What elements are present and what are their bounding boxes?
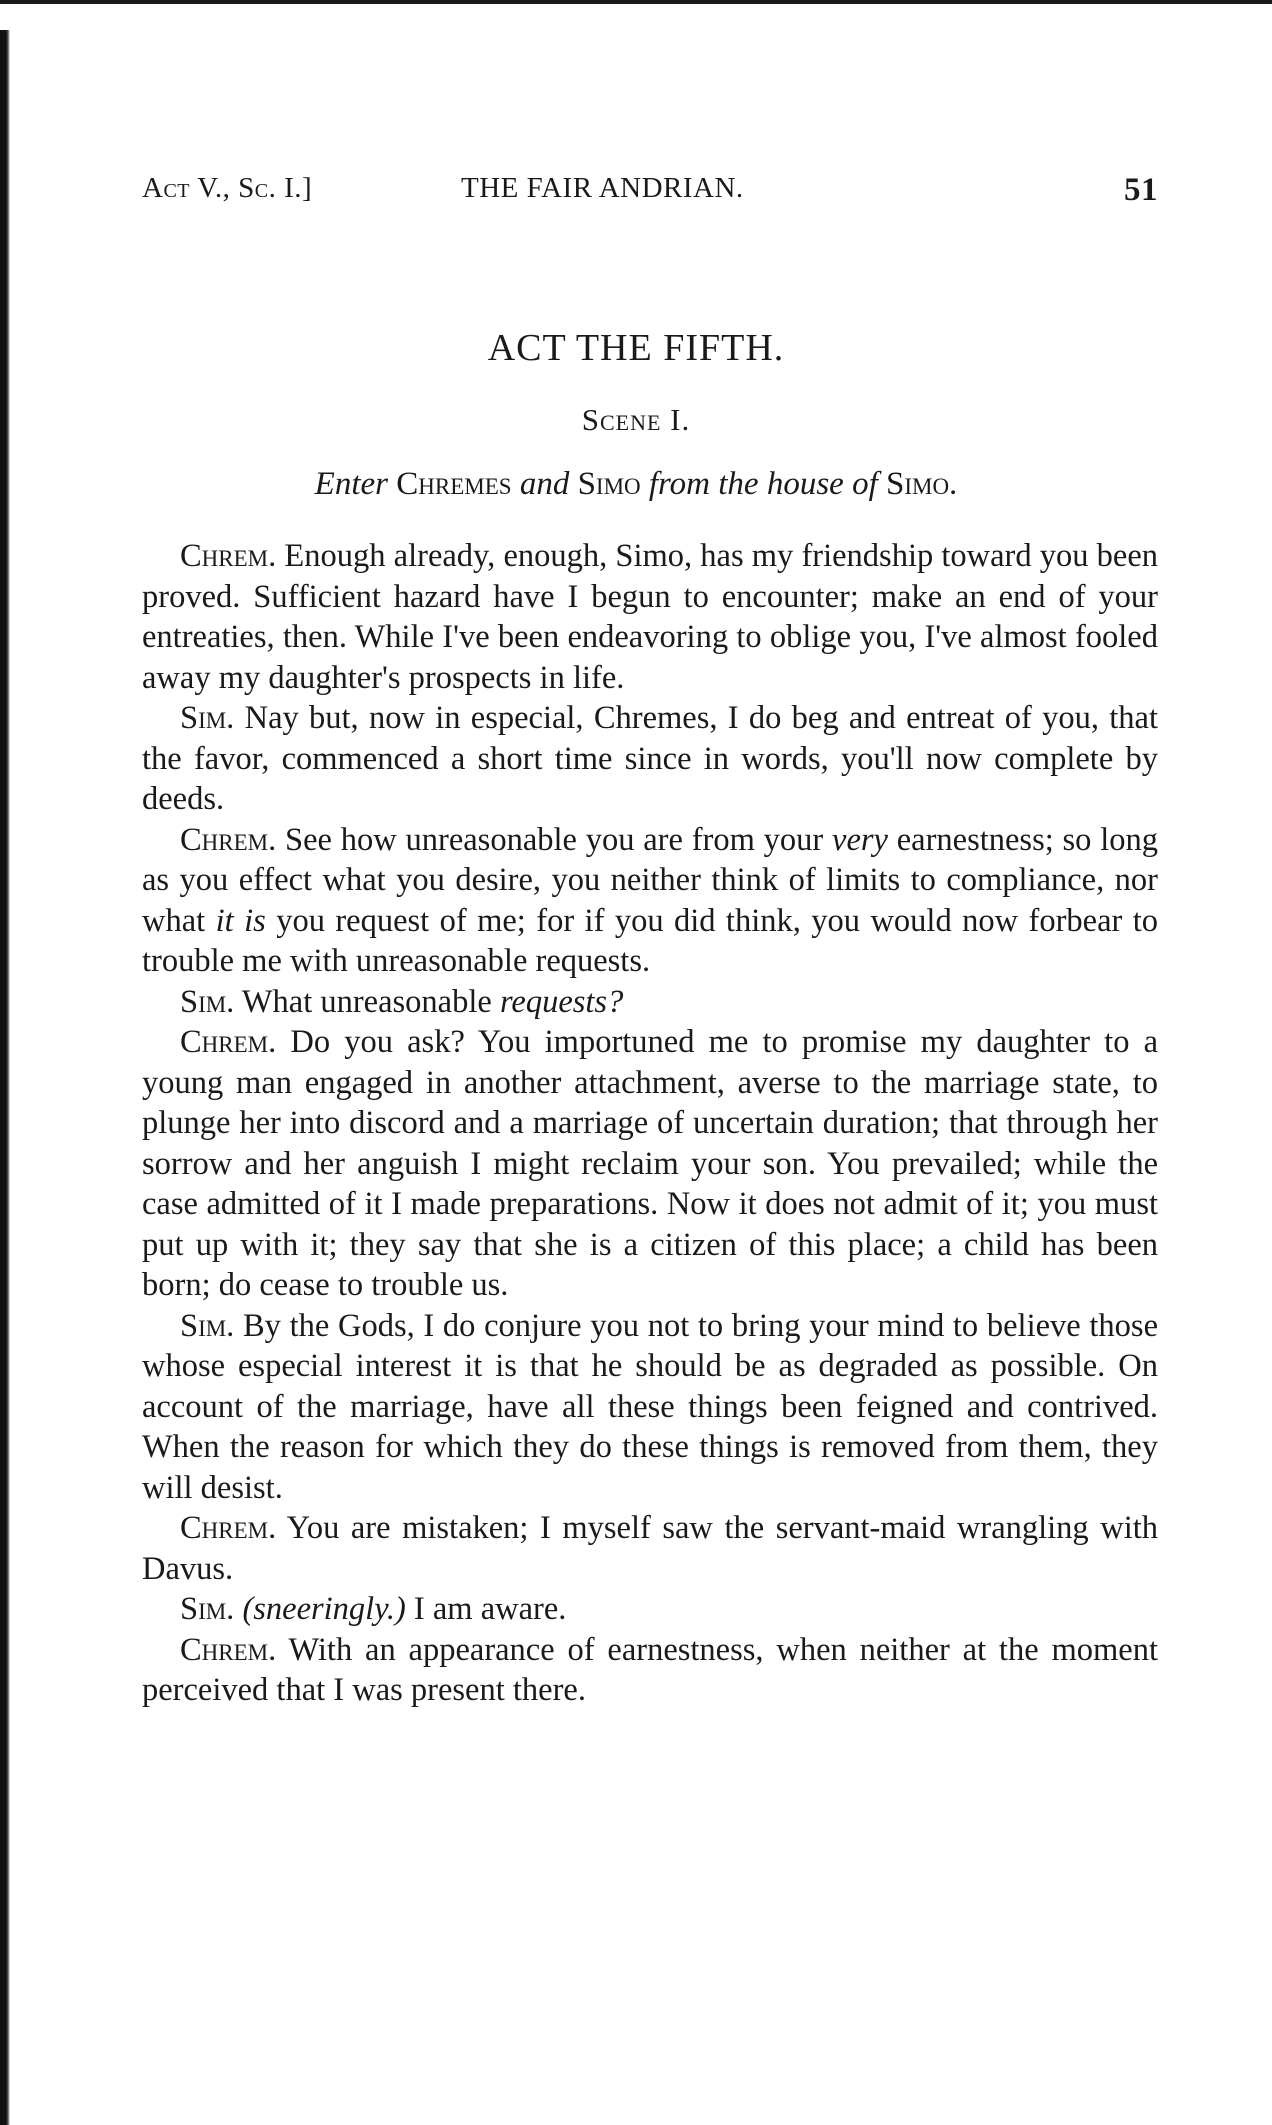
speech-text: earnestness; so long as you effect what you desire, you neither think of limits to compliance, nor what: [142, 821, 1158, 939]
speech-1: [142, 536, 1158, 698]
act-title: ACT THE FIFTH.: [487, 327, 785, 369]
speaker-name: Sim.: [180, 1307, 235, 1344]
speech-emphasis: it is: [215, 902, 266, 939]
speech-emphasis: requests?: [499, 983, 624, 1020]
speaker-name: Sim.: [180, 700, 235, 736]
speech-text: By the Gods, I do conjure you not to bring your mind to believe those whose especial interest it is that he should be as degraded as possible. On account of the marriage, have all these things been feigned and contrived. When the reason for which they do these things is removed from them, they will desist.: [142, 1307, 1158, 1506]
stage-direction-place: Simo.: [885, 466, 958, 502]
stage-direction-person1: Chremes: [396, 466, 512, 502]
running-head: [142, 172, 1158, 212]
stage-direction: [0, 466, 1272, 503]
speech-text: What unreasonable: [241, 983, 492, 1020]
speech-4: [142, 982, 1158, 1023]
speaker-name: Chrem.: [180, 1510, 277, 1546]
page-number: 51: [1124, 172, 1158, 208]
speech-text: See how unreasonable you are from your: [285, 821, 824, 858]
speech-3: [142, 820, 1158, 982]
speaker-name: Chrem.: [180, 538, 277, 574]
stage-direction-enter: Enter: [314, 466, 388, 502]
speech-text: Nay but, now in especial, Chremes, I do beg and entreat of you, that the favor, commenced a short time since in words, you'll now complete by deeds.: [142, 700, 1158, 817]
stage-direction-inline: (sneeringly.): [242, 1591, 406, 1627]
speech-2: [142, 698, 1158, 820]
scene-title: Scene I.: [581, 402, 691, 437]
speech-5: [142, 1022, 1158, 1306]
speech-text: Enough already, enough, Simo, has my friendship toward you been proved. Sufficient hazard have I begun to encounter; make an end of your entreaties, then. While I've been endeavoring to oblige you, I've almost fooled away my daughter's prospects in life.: [142, 538, 1159, 696]
speaker-name: Sim.: [180, 983, 235, 1020]
speech-emphasis: very: [832, 821, 888, 858]
speech-text: I am aware.: [413, 1591, 567, 1627]
speaker-name: Chrem.: [180, 1024, 277, 1060]
speaker-name: Sim.: [180, 1591, 235, 1627]
speech-text: Do you ask? You importuned me to promise my daughter to a young man engaged in another attachment, averse to the marriage state, to plunge her into discord and a marriage of uncertain duration; that through her sorrow and her anguish I might reclaim your son. You prevailed; while the case admitted of it I made preparations. Now it does not admit of it; you must put up with it; they say that she is a citizen of this place; a child has been born; do cease to trouble us.: [142, 1024, 1159, 1303]
speech-9: [142, 1630, 1158, 1711]
speech-6: [142, 1306, 1158, 1509]
stage-direction-and: and: [519, 466, 570, 502]
speech-text: You are mistaken; I myself saw the servant-maid wrangling with Davus.: [142, 1510, 1158, 1587]
speech-8: [142, 1589, 1158, 1630]
speech-text: With an appearance of earnestness, when neither at the moment perceived that I was present there.: [142, 1631, 1158, 1708]
speech-7: [142, 1508, 1158, 1589]
dialogue: [142, 536, 1158, 1711]
scan-edge-top: [0, 0, 1272, 4]
speaker-name: Chrem.: [180, 821, 277, 858]
speech-text: you request of me; for if you did think, you would now forbear to trouble me with unreasonable requests.: [142, 902, 1159, 979]
stage-direction-person2: Simo: [577, 466, 641, 502]
running-head-title: THE FAIR ANDRIAN.: [461, 172, 744, 204]
speaker-name: Chrem.: [180, 1631, 277, 1668]
running-head-act-scene: Act V., Sc. I.]: [142, 172, 313, 204]
stage-direction-from: from the house of: [648, 466, 878, 502]
